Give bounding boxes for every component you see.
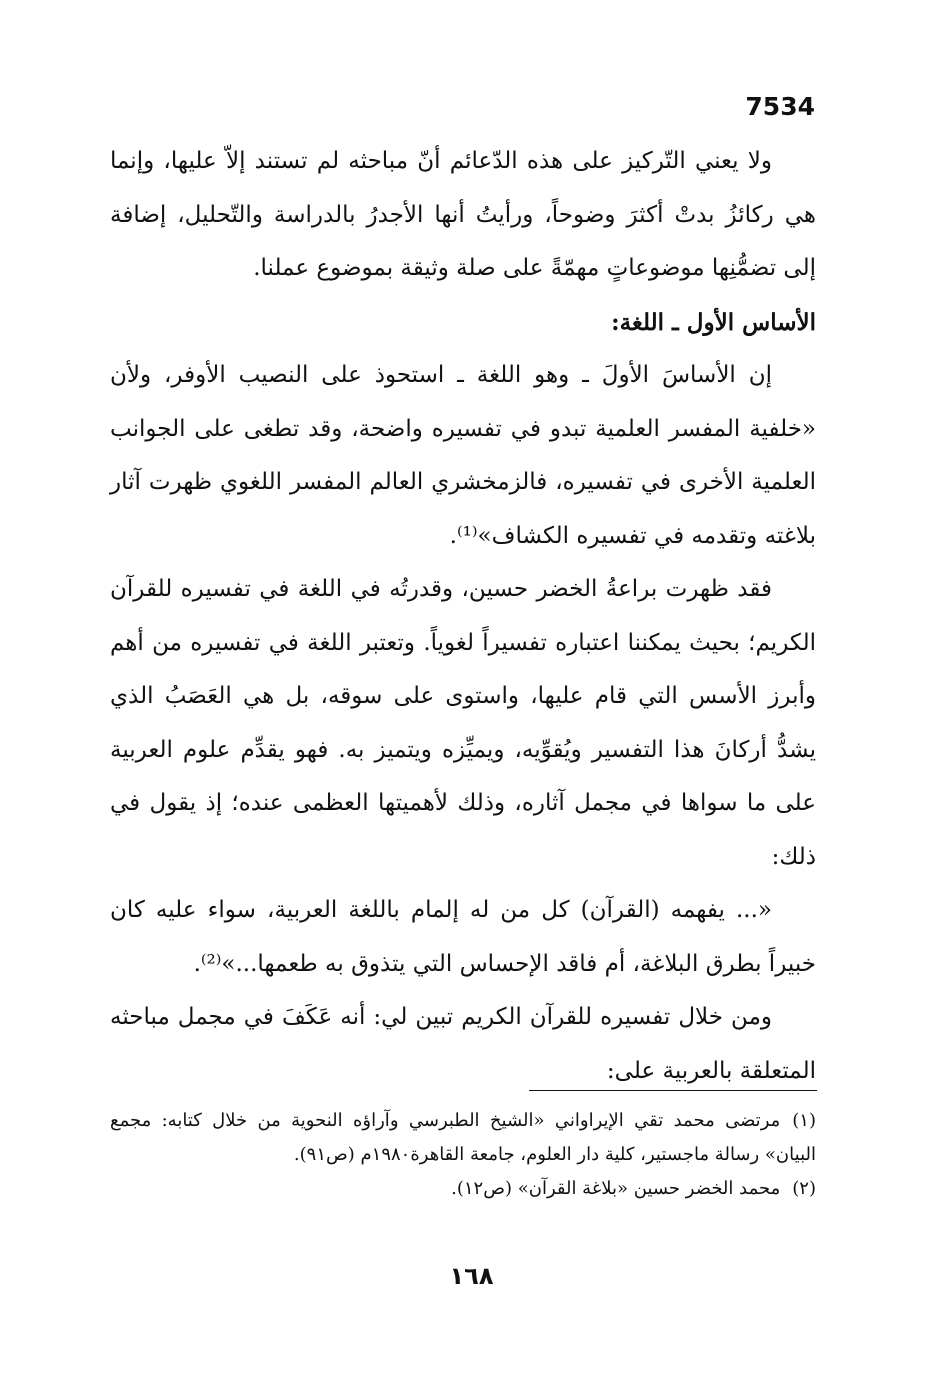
body-text [110, 135, 816, 1098]
page-id: 7534 [745, 92, 815, 121]
paragraph: ومن خلال تفسيره للقرآن الكريم تبين لي: أنه عَكَفَ في مجمل مباحثه المتعلقة بالعربية على: [110, 1004, 816, 1084]
footnote [110, 1172, 816, 1206]
footnote-text: مرتضى محمد تقي الإيراواني «الشيخ الطبرسي وآراؤه النحوية من خلال كتابه: مجمع البيان» رسالة ماجستير، كلية دار العلوم، جامعة القاهرة١٩٨٠م (ص٩١). [110, 1110, 816, 1165]
section-heading: الأساس الأول ـ اللغة: [611, 308, 816, 336]
footnotes [110, 1104, 816, 1206]
quote-paragraph: «... يفهمه (القرآن) كل من له إلمام باللغة العربية، سواء عليه كان خبيراً بطرق البلاغة، أم فاقد الإحساس التي يتذوق به طعمها...»⁽²⁾. [110, 897, 816, 977]
paragraph: إن الأساسَ الأولَ ـ وهو اللغة ـ استحوذ على النصيب الأوفر، ولأن «خلفية المفسر العلمية تبدو في تفسيره واضحة، وقد تطغى على الجوانب العلمية الأخرى في تفسيره، فالزمخشري العالم المفسر اللغوي ظهرت آثار بلاغته وتقدمه في تفسيره الكشاف»⁽¹⁾. [110, 362, 816, 549]
footnote-number: (١) [792, 1110, 816, 1131]
paragraph: فقد ظهرت براعةُ الخضر حسين، وقدرتُه في اللغة في تفسيره للقرآن الكريم؛ بحيث يمكننا اعتباره تفسيراً لغوياً. وتعتبر اللغة في تفسيره من أهم وأبرز الأسس التي قام عليها، واستوى على سوقه، بل هي العَصَبُ الذي يشدُّ أركانَ هذا التفسير ويُقوِّيه، ويميِّزه ويتميز به. فهو يقدِّم علوم العربية على ما سواها في مجمل آثاره، وذلك لأهميتها العظمى عنده؛ إذ يقول في ذلك: [110, 576, 816, 870]
footnote-text: محمد الخضر حسين «بلاغة القرآن» (ص١٢). [451, 1178, 781, 1199]
page-number: ١٦٨ [449, 1262, 494, 1290]
footnote [110, 1104, 816, 1172]
footnote-number: (٢) [792, 1178, 816, 1199]
footnote-divider [529, 1090, 817, 1091]
paragraph: ولا يعني التّركيز على هذه الدّعائم أنّ مباحثه لم تستند إلاّ عليها، وإنما هي ركائزُ بدتْ أكثرَ وضوحاً، ورأيتُ أنها الأجدرُ بالدراسة والتّحليل، إضافة إلى تضمُّنِها موضوعاتٍ مهمّةً على صلة وثيقة بموضوع عملنا. [110, 148, 816, 281]
